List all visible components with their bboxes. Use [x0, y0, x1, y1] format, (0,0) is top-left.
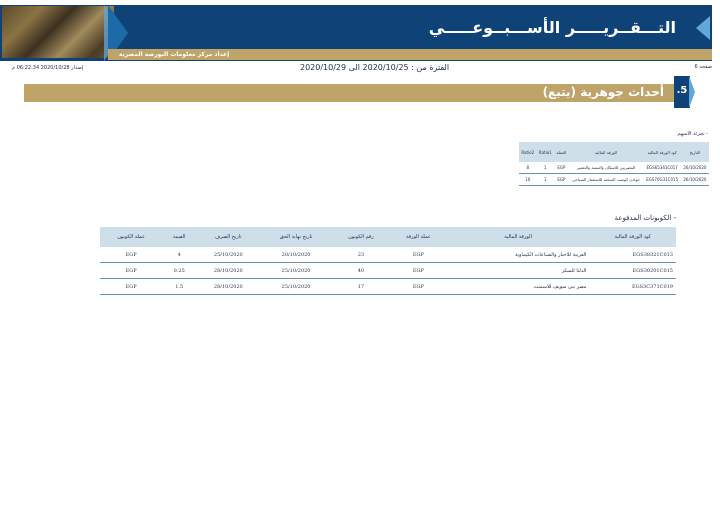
table-cell: EGP — [100, 247, 162, 263]
table-cell: 25/10/2020 — [260, 263, 331, 279]
table-cell: الدلتا للسكر — [447, 263, 590, 279]
table-cell: 8 — [519, 162, 537, 174]
paid-coupons-title: - الكوبونات المدفوعة — [614, 214, 676, 222]
table-cell: 17 — [332, 279, 390, 295]
table-cell: EGS3C371C019 — [589, 279, 676, 295]
section-title: أحداث جوهرية (يتبع) — [542, 85, 664, 99]
report-title: التـــقــريـــــر الأســـبــوعـــــي — [428, 18, 676, 37]
table-cell: EGP — [554, 162, 569, 174]
table-cell: 25/10/2020 — [196, 247, 260, 263]
table-cell: EGS70G31C015 — [644, 174, 681, 186]
column-header: تاريخ نهاية الحق — [260, 227, 331, 247]
column-header: عملة الورقة — [390, 227, 447, 247]
column-header: كود الورقة المالية — [589, 227, 676, 247]
section-number: .5 — [676, 85, 688, 96]
table-cell: 23 — [332, 247, 390, 263]
table-header-row — [100, 227, 676, 247]
table-cell: 1 — [537, 174, 555, 186]
table-cell: EGP — [390, 247, 447, 263]
table-cell: EGP — [390, 279, 447, 295]
table-cell: EGP — [100, 263, 162, 279]
column-header: العملة — [554, 142, 569, 162]
table-cell: جولدن كوست السخنة للاستثمار السياحي — [569, 174, 644, 186]
issue-timestamp: إصدار 2020/10/28 06:22:34 م — [12, 65, 84, 71]
column-header: القيمة — [162, 227, 196, 247]
title-arrow-icon — [696, 16, 710, 40]
table-cell: 28/10/2020 — [196, 263, 260, 279]
column-header: Ratio2 — [519, 142, 537, 162]
table-cell: العربية للاحبار والصناعات الكيماوية — [447, 247, 590, 263]
header-photo — [2, 6, 114, 58]
table-cell: المصريين للاسكان والتنمية والتعمير — [569, 162, 644, 174]
table-row — [100, 263, 676, 279]
table-cell: EGS38321C013 — [589, 247, 676, 263]
table-cell: 0.25 — [162, 263, 196, 279]
table-cell: EGP — [554, 174, 569, 186]
page-number: صفحة 6 — [694, 64, 712, 70]
paid-coupons-table — [100, 227, 676, 295]
stock-split-title: - تجزئة الاسهم — [677, 131, 708, 137]
column-header: التاريخ — [681, 142, 709, 162]
report-period: الفترة من : 2020/10/25 الى 2020/10/29 — [300, 63, 450, 72]
column-header: رقم الكوبون — [332, 227, 390, 247]
table-cell: EGS30201C015 — [589, 263, 676, 279]
table-cell: 26/10/2020 — [681, 174, 709, 186]
table-cell: EGP — [100, 279, 162, 295]
table-cell: 25/10/2020 — [260, 279, 331, 295]
table-cell: 40 — [332, 263, 390, 279]
column-header: Ratio1 — [537, 142, 555, 162]
table-cell: 20/10/2020 — [260, 247, 331, 263]
table-cell: EGP — [390, 263, 447, 279]
column-header: كود الورقة المالية — [644, 142, 681, 162]
table-cell: 26/10/2020 — [681, 162, 709, 174]
table-cell: مصر بنى سويف للاسمنت — [447, 279, 590, 295]
column-header: عملة الكوبون — [100, 227, 162, 247]
table-cell: EGS65341C017 — [644, 162, 681, 174]
column-header: الورقة المالية — [569, 142, 644, 162]
stock-split-table — [519, 142, 709, 186]
prepared-by-label: إعداد مركز معلومات البورصة المصرية — [118, 51, 230, 58]
table-cell: 1 — [537, 162, 555, 174]
table-row — [519, 174, 709, 186]
table-row — [100, 247, 676, 263]
column-header: تاريخ الصرف — [196, 227, 260, 247]
table-cell: 28/10/2020 — [196, 279, 260, 295]
column-header: الورقة المالية — [447, 227, 590, 247]
section-arrow-icon — [689, 76, 695, 108]
table-row — [100, 279, 676, 295]
table-cell: 10 — [519, 174, 537, 186]
table-cell: 4 — [162, 247, 196, 263]
table-row — [519, 162, 709, 174]
table-header-row — [519, 142, 709, 162]
table-cell: 1.5 — [162, 279, 196, 295]
